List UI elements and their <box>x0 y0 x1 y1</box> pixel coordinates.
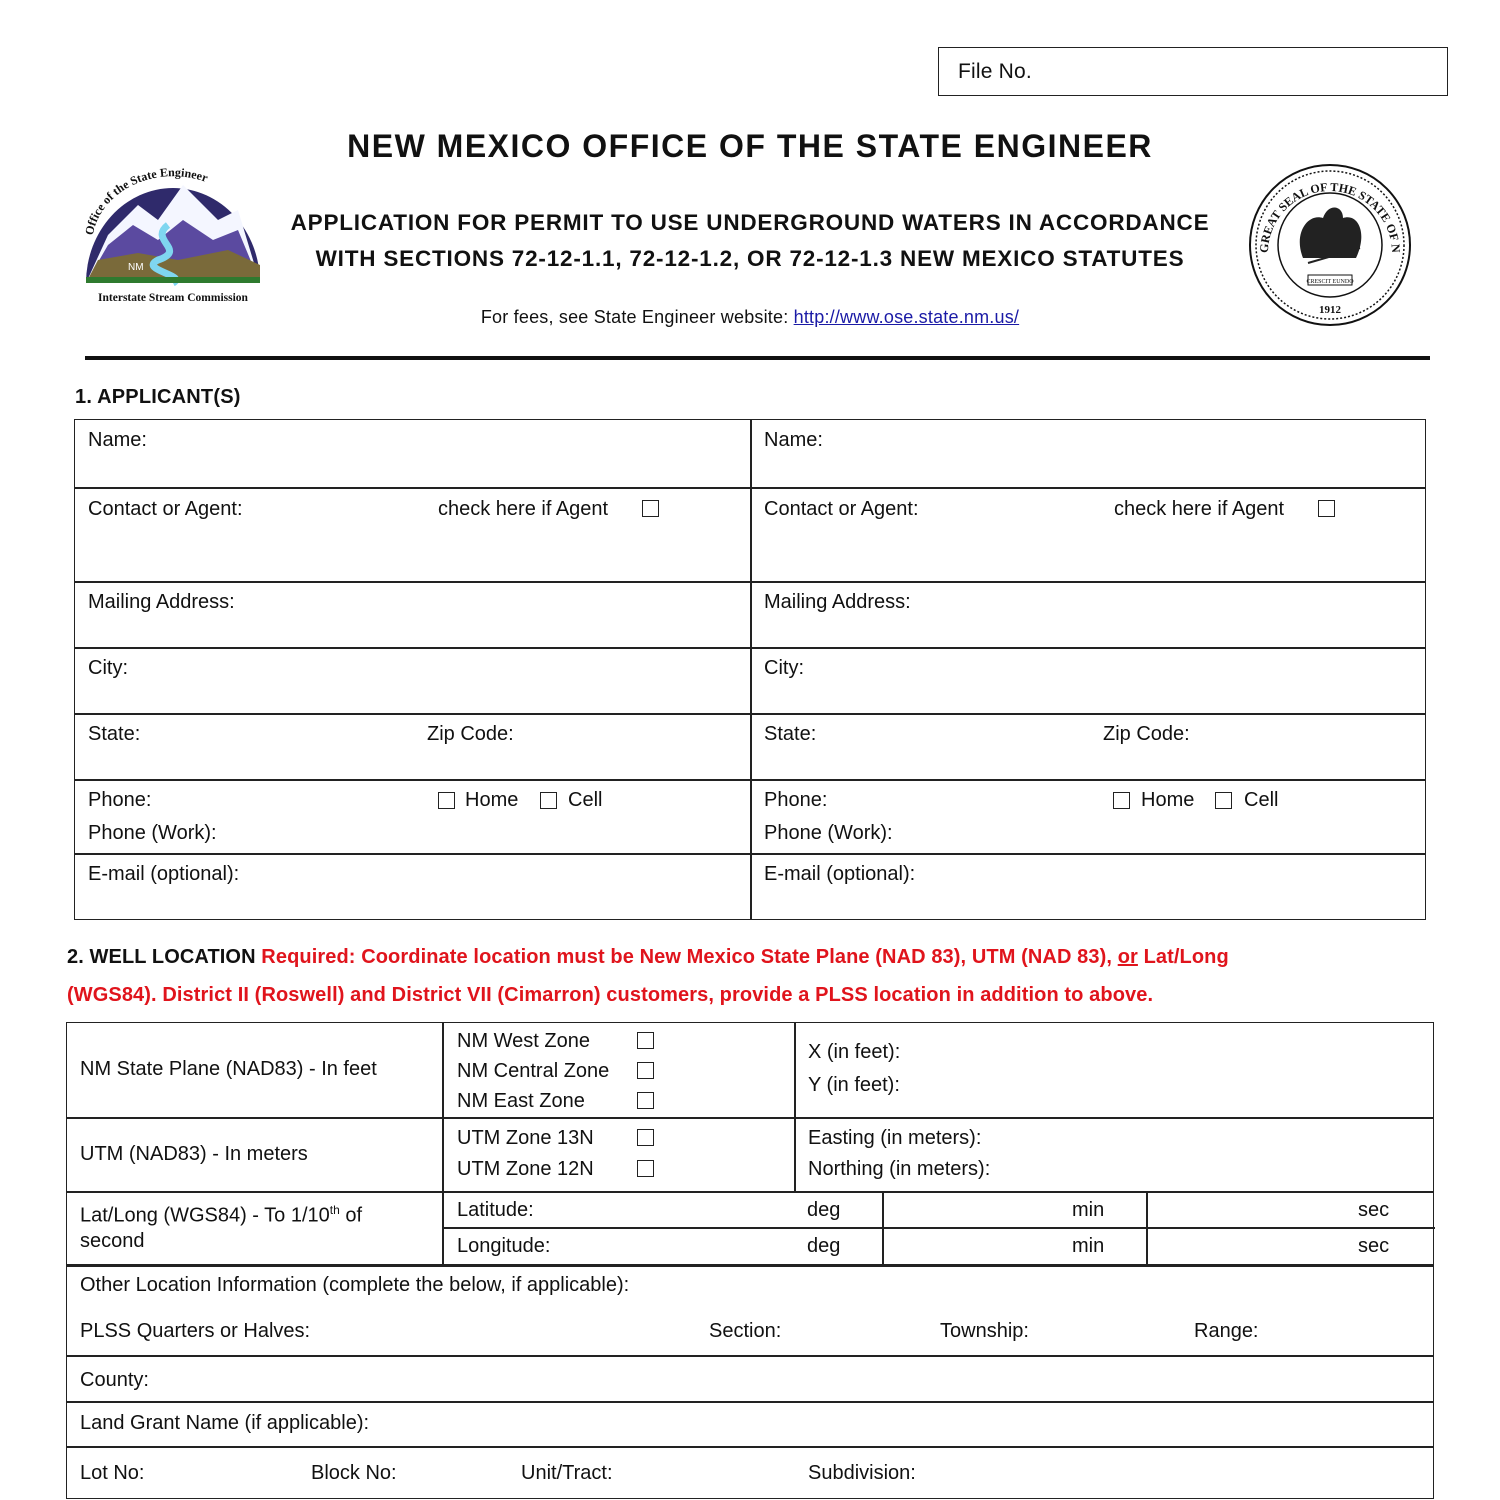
applicant1-name-label: Name: <box>88 429 147 451</box>
svg-text:NM: NM <box>128 262 144 273</box>
subtitle-line-1: APPLICATION FOR PERMIT TO USE UNDERGROUND WATERS IN ACCORDANCE <box>290 210 1210 235</box>
page-title: NEW MEXICO OFFICE OF THE STATE ENGINEER <box>347 128 1153 164</box>
applicant2-state-label: State: <box>764 723 817 745</box>
block-label: Block No: <box>311 1462 397 1484</box>
fees-link[interactable]: http://www.ose.state.nm.us/ <box>793 307 1020 327</box>
great-seal-logo <box>1248 163 1412 327</box>
applicant1-city-label: City: <box>88 657 128 679</box>
utm13-label: UTM Zone 13N <box>457 1127 594 1149</box>
applicant2-home-label: Home <box>1141 789 1195 811</box>
lot-label: Lot No: <box>80 1462 145 1484</box>
section2-requirement-line2: (WGS84). District II (Roswell) and District VII (Cimarron) customers, provide a PLSS location in addition to above. <box>67 984 1154 1006</box>
applicant2-phone-label: Phone: <box>764 789 828 811</box>
latitude-label: Latitude: <box>457 1199 534 1221</box>
seal-arc-text: GREAT SEAL OF THE STATE OF N <box>1256 179 1404 254</box>
latitude-sec-label: sec <box>1358 1199 1390 1221</box>
latlong-label: Lat/Long (WGS84) - To 1/10th of <box>80 1203 363 1227</box>
applicant2-city-label: City: <box>764 657 804 679</box>
easting-label: Easting (in meters): <box>808 1127 982 1149</box>
latitude-min-label: min <box>1072 1199 1105 1221</box>
section1-heading: 1. APPLICANT(S) <box>75 386 241 408</box>
applicant2-cell-label: Cell <box>1244 789 1279 811</box>
section2-heading: 2. WELL LOCATION <box>67 946 262 968</box>
longitude-min-label: min <box>1072 1235 1105 1257</box>
interstate-stream-commission-logo <box>78 165 268 310</box>
latitude-deg-label: deg <box>807 1199 841 1221</box>
central-zone-checkbox[interactable] <box>637 1062 654 1079</box>
svg-text:CRESCIT EUNDO: CRESCIT EUNDO <box>1306 279 1354 285</box>
other-info-label: Other Location Information (complete the below, if applicable): <box>80 1274 630 1296</box>
applicant2-zip-label: Zip Code: <box>1103 723 1190 745</box>
well-location-grid <box>66 1022 1434 1499</box>
applicant2-phone-work-label: Phone (Work): <box>764 822 893 844</box>
utm12-checkbox[interactable] <box>637 1160 654 1177</box>
utm12-label: UTM Zone 12N <box>457 1158 594 1180</box>
state-plane-label: NM State Plane (NAD83) - In feet <box>80 1058 377 1080</box>
east-zone-label: NM East Zone <box>457 1090 585 1112</box>
utm13-checkbox[interactable] <box>637 1129 654 1146</box>
west-zone-checkbox[interactable] <box>637 1032 654 1049</box>
applicant1-home-checkbox[interactable] <box>438 792 455 809</box>
applicant1-phone-label: Phone: <box>88 789 152 811</box>
subtitle-line-2: WITH SECTIONS 72-12-1.1, 72-12-1.2, OR 72-12-1.3 NEW MEXICO STATUTES <box>315 246 1185 271</box>
applicant1-mailing-label: Mailing Address: <box>88 591 235 613</box>
fees-text: For fees, see State Engineer website: <box>480 307 794 327</box>
applicant1-agent-checkbox[interactable] <box>642 500 659 517</box>
west-zone-label: NM West Zone <box>457 1030 590 1052</box>
applicant1-agent-label: check here if Agent <box>438 498 609 520</box>
applicant1-cell-checkbox[interactable] <box>540 792 557 809</box>
svg-text:1912: 1912 <box>1319 304 1341 316</box>
applicant-grid <box>74 419 1426 920</box>
file-no-box[interactable] <box>938 47 1448 96</box>
applicant2-name-label: Name: <box>764 429 823 451</box>
fees-line <box>0 307 1500 328</box>
file-no-label: File No. <box>958 60 1032 83</box>
utm-label: UTM (NAD83) - In meters <box>80 1143 308 1165</box>
east-zone-checkbox[interactable] <box>637 1092 654 1109</box>
section-label: Section: <box>709 1320 782 1342</box>
longitude-label: Longitude: <box>457 1235 551 1257</box>
x-feet-label: X (in feet): <box>808 1041 901 1063</box>
applicant1-phone-work-label: Phone (Work): <box>88 822 217 844</box>
section2-heading-line1: 2. WELL LOCATION Required: Coordinate location must be New Mexico State Plane (NAD 83), UTM (NAD 83), or Lat/Long <box>67 946 1229 968</box>
applicant1-state-label: State: <box>88 723 141 745</box>
latlong-label-second: second <box>80 1230 145 1252</box>
logo-left-bottom-text: Interstate Stream Commission <box>98 292 248 304</box>
applicant2-mailing-label: Mailing Address: <box>764 591 911 613</box>
longitude-deg-label: deg <box>807 1235 841 1257</box>
applicant2-contact-label: Contact or Agent: <box>764 498 919 520</box>
header-divider <box>85 356 1430 360</box>
county-label: County: <box>80 1369 149 1391</box>
unit-tract-label: Unit/Tract: <box>521 1462 613 1484</box>
applicant2-home-checkbox[interactable] <box>1113 792 1130 809</box>
logo-left-arc-text: Office of the State Engineer <box>81 165 210 237</box>
longitude-sec-label: sec <box>1358 1235 1390 1257</box>
applicant2-email-label: E-mail (optional): <box>764 863 916 885</box>
applicant2-agent-checkbox[interactable] <box>1318 500 1335 517</box>
applicant1-cell-label: Cell <box>568 789 603 811</box>
y-feet-label: Y (in feet): <box>808 1074 900 1096</box>
township-label: Township: <box>940 1320 1029 1342</box>
applicant1-zip-label: Zip Code: <box>427 723 514 745</box>
applicant1-email-label: E-mail (optional): <box>88 863 240 885</box>
range-label: Range: <box>1194 1320 1259 1342</box>
subdivision-label: Subdivision: <box>808 1462 916 1484</box>
applicant1-contact-label: Contact or Agent: <box>88 498 243 520</box>
central-zone-label: NM Central Zone <box>457 1060 610 1082</box>
northing-label: Northing (in meters): <box>808 1158 991 1180</box>
applicant2-cell-checkbox[interactable] <box>1215 792 1232 809</box>
applicant2-agent-label: check here if Agent <box>1114 498 1285 520</box>
plss-label: PLSS Quarters or Halves: <box>80 1320 311 1342</box>
land-grant-label: Land Grant Name (if applicable): <box>80 1412 370 1434</box>
applicant1-home-label: Home <box>465 789 519 811</box>
